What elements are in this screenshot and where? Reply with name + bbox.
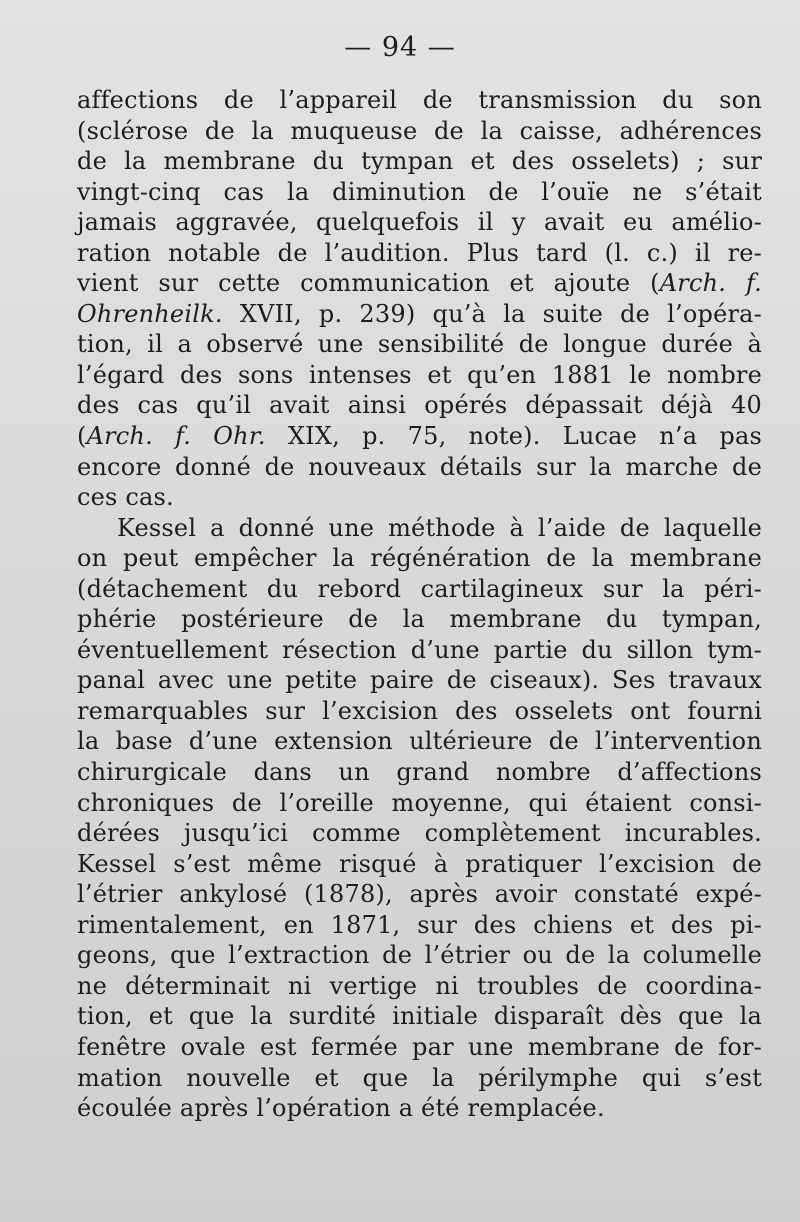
text-line: remarquables sur l’excision des osselets ont fourni — [77, 696, 762, 725]
text-line: geons, que l’extraction de l’étrier ou de la columelle — [77, 941, 762, 970]
text-line: phérie postérieure de la membrane du tympan, — [77, 605, 762, 634]
paragraph-first-line: Kessel a donné une méthode à l’aide de laquelle — [117, 513, 762, 542]
text-line: tion, et que la surdité initiale disparaît dès que la — [77, 1002, 762, 1031]
text-line: rimentalement, en 1871, sur des chiens et des pi- — [77, 910, 762, 939]
text-line: (détachement du rebord cartilagineux sur la péri- — [77, 574, 762, 603]
text-line: vingt-cinq cas la diminution de l’ouïe ne s’était — [77, 177, 762, 206]
text-line: ration notable de l’audition. Plus tard (l. c.) il re- — [77, 238, 762, 267]
text-line: mation nouvelle et que la périlymphe qui s’est — [77, 1063, 762, 1092]
text-line: éventuellement résection d’une partie du sillon tym- — [77, 635, 762, 664]
text-line: vient sur cette communication et ajoute (Arch. f. — [77, 269, 762, 298]
text-line: encore donné de nouveaux détails sur la marche de — [77, 452, 762, 481]
text-line: chroniques de l’oreille moyenne, qui étaient consi- — [77, 788, 762, 817]
page-number: — 94 — — [344, 32, 456, 63]
paragraph-last-line: écoulée après l’opération a été remplacée. — [77, 1094, 605, 1123]
text-line: (sclérose de la muqueuse de la caisse, adhérences — [77, 116, 762, 145]
text-line: dérées jusqu’ici comme complètement incurables. — [77, 819, 762, 848]
text-line: Ohrenheilk. XVII, p. 239) qu’à la suite de l’opéra- — [77, 299, 762, 328]
text-line: affections de l’appareil de transmission du son — [77, 86, 762, 114]
text-line: ne déterminait ni vertige ni troubles de coordina- — [77, 971, 762, 1000]
text-line: (Arch. f. Ohr. XIX, p. 75, note). Lucae n’a pas — [77, 422, 762, 451]
paragraph-last-line: ces cas. — [77, 483, 174, 512]
text-line: jamais aggravée, quelquefois il y avait eu amélio- — [77, 208, 762, 237]
text-line: tion, il a observé une sensibilité de longue durée à — [77, 330, 762, 359]
text-line: Kessel s’est même risqué à pratiquer l’excision de — [77, 849, 762, 878]
text-line: l’étrier ankylosé (1878), après avoir constaté expé- — [77, 880, 762, 909]
text-line: fenêtre ovale est fermée par une membrane de for- — [77, 1032, 762, 1061]
body-text — [77, 85, 762, 1124]
text-line: on peut empêcher la régénération de la membrane — [77, 544, 762, 573]
text-line: chirurgicale dans un grand nombre d’affections — [77, 758, 762, 787]
text-line: la base d’une extension ultérieure de l’intervention — [77, 727, 762, 756]
text-line: l’égard des sons intenses et qu’en 1881 le nombre — [77, 360, 762, 389]
text-line: panal avec une petite paire de ciseaux). Ses travaux — [77, 666, 762, 695]
text-line: de la membrane du tympan et des osselets) ; sur — [77, 147, 762, 176]
text-line: des cas qu’il avait ainsi opérés dépassait déjà 40 — [77, 391, 762, 420]
